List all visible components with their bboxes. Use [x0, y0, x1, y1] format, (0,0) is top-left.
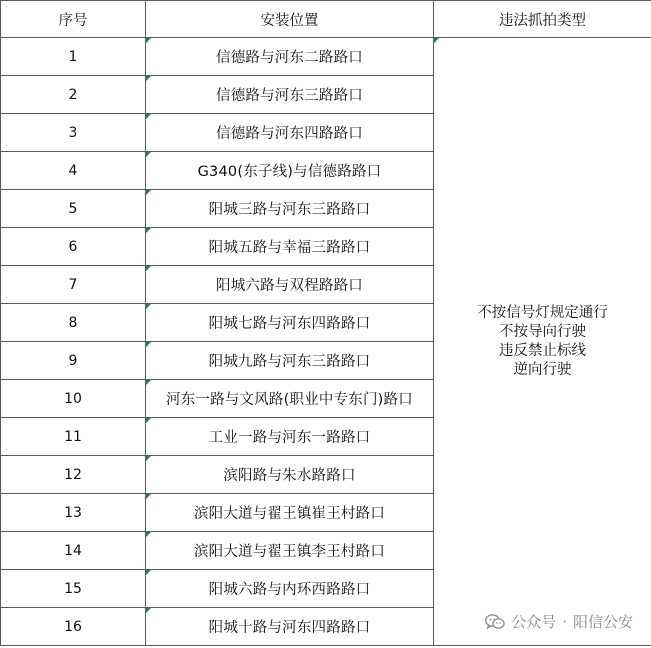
row-index: 3 [1, 114, 146, 152]
violation-type-2: 不按导向行驶 [499, 323, 586, 340]
row-index: 1 [1, 38, 146, 76]
wechat-watermark [481, 609, 637, 634]
violation-type-3: 违反禁止标线 [499, 342, 586, 359]
row-location: 阳城七路与河东四路路口 [146, 304, 434, 342]
row-index: 10 [1, 380, 146, 418]
row-location: 工业一路与河东一路路口 [146, 418, 434, 456]
row-location: 信德路与河东四路路口 [146, 114, 434, 152]
watermark-separator: · [562, 612, 567, 631]
row-location: 阳城六路与双程路路口 [146, 266, 434, 304]
row-index: 14 [1, 532, 146, 570]
wechat-icon [485, 614, 505, 630]
header-index: 序号 [1, 1, 146, 38]
row-location: 滨阳大道与翟王镇崔王村路口 [146, 494, 434, 532]
row-location: 阳城六路与内环西路路口 [146, 570, 434, 608]
row-index: 16 [1, 608, 146, 646]
row-index: 5 [1, 190, 146, 228]
table-body [1, 38, 651, 646]
header-violation-type: 违法抓拍类型 [434, 1, 651, 38]
row-index: 8 [1, 304, 146, 342]
row-index: 13 [1, 494, 146, 532]
header-location: 安装位置 [146, 1, 434, 38]
row-location: 河东一路与文风路(职业中专东门)路口 [146, 380, 434, 418]
row-location: 滨阳路与朱水路路口 [146, 456, 434, 494]
row-index: 6 [1, 228, 146, 266]
header-row [1, 1, 651, 38]
watermark-account: 阳信公安 [572, 613, 633, 631]
row-location: G340(东子线)与信德路路口 [146, 152, 434, 190]
violation-type-1: 不按信号灯规定通行 [477, 304, 608, 321]
violation-type-4: 逆向行驶 [513, 361, 572, 378]
row-location: 阳城九路与河东三路路口 [146, 342, 434, 380]
row-location: 信德路与河东二路路口 [146, 38, 434, 76]
table-row [1, 38, 651, 76]
row-index: 9 [1, 342, 146, 380]
row-index: 4 [1, 152, 146, 190]
row-location: 信德路与河东三路路口 [146, 76, 434, 114]
row-index: 15 [1, 570, 146, 608]
row-location: 阳城三路与河东三路路口 [146, 190, 434, 228]
row-location: 滨阳大道与翟王镇李王村路口 [146, 532, 434, 570]
row-index: 11 [1, 418, 146, 456]
row-index: 12 [1, 456, 146, 494]
row-index: 7 [1, 266, 146, 304]
row-index: 2 [1, 76, 146, 114]
row-location: 阳城十路与河东四路路口 [146, 608, 434, 646]
watermark-source: 公众号 [511, 613, 557, 631]
violation-type-cell [434, 38, 651, 646]
row-location: 阳城五路与幸福三路路口 [146, 228, 434, 266]
